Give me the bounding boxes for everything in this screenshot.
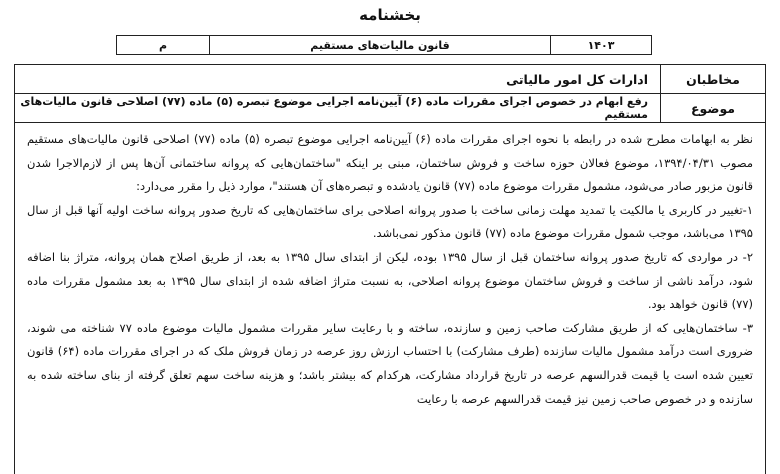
addressee-row xyxy=(15,65,765,94)
header-bar xyxy=(116,35,652,55)
document-body xyxy=(27,128,753,411)
header-code: م xyxy=(158,38,168,52)
subject-label: موضوع xyxy=(660,94,765,122)
intro-paragraph: نظر به ابهامات مطرح شده در رابطه با نحوه اجرای مقررات ماده (۶) آیین‌نامه اجرایی موضوع تبصره (۵) ماده (۷۷) اصلاحی قانون مالیات‌های مستقیم مصوب ۱۳۹۴/۰۴/۳۱، موضوع فعالان حوزه ساخت و فروش ساختمان، مبنی بر اینکه "ساختمان‌هایی که پروانه ساختمانی آن‌ها پس از لازم‌الاجرا شدن قانون مزبور صادر می‌شود، مشمول مقررات موضوع ماده (۷۷) قانون یادشده و تبصره‌های آن هستند"، موارد ذیل را مقرر می‌دارد: xyxy=(27,132,753,194)
document-frame xyxy=(14,64,766,474)
clause-2: ۲- در مواردی که تاریخ صدور پروانه ساختمان قبل از سال ۱۳۹۵ بوده، لیکن از ابتدای سال ۱۳۹۵ به بعد، از طریق اصلاح همان پروانه، متراژ بنا اضافه شود، درآمد ناشی از ساخت و فروش ساختمان موضوع پروانه اصلاحی، به نسبت متراژ اضافه شده از ابتدای سال ۱۳۹۵ به بعد مشمول مقررات ماده (۷۷) قانون خواهد بود. xyxy=(27,249,754,312)
subject-row xyxy=(15,94,765,123)
header-year: ۱۴۰۳ xyxy=(550,36,651,54)
clause-1: ۱-تغییر در کاربری یا مالکیت یا تمدید مهلت زمانی ساخت با صدور پروانه اصلاحی برای ساختمان‌هایی که تاریخ صدور پروانه ساخت اولیه آنها قبل از سال ۱۳۹۵ می‌باشد، موجب شمول مقررات موضوع ماده (۷۷) قانون مذکور نمی‌باشد. xyxy=(27,202,753,241)
clause-3: ۳- ساختمان‌هایی که از طریق مشارکت صاحب زمین و سازنده، ساخته و با رعایت سایر مقررات مشمول مالیات موضوع ماده ۷۷ شناخته می شوند، ضروری است درآمد مشمول مالیات سازنده (طرف مشارکت) با احتساب ارزش روز عرصه در زمان فروش ملک که در اجرای مقررات ماده (۶۴) قانون تعیین شده است یا قیمت قدرالسهم عرصه در تاریخ قرارداد مشارکت، هرکدام که بیشتر باشد؛ و هزینه ساخت سهم تعلق گرفته از بنای ساخته شده به سازنده و در خصوص صاحب زمین نیز قیمت قدرالسهم عرصه با رعایت xyxy=(27,320,753,406)
addressee-label: مخاطبان xyxy=(660,65,765,93)
addressee-value: ادارات کل امور مالیاتی xyxy=(506,71,648,87)
document-title: بخشنامه xyxy=(359,6,421,24)
header-law: قانون مالیات‌های مستقیم xyxy=(209,36,550,54)
subject-value: رفع ابهام در خصوص اجرای مقررات ماده (۶) آیین‌نامه اجرایی موضوع تبصره (۵) ماده (۷۷) اصلاحی قانون مالیات‌های مستقیم xyxy=(20,95,648,121)
